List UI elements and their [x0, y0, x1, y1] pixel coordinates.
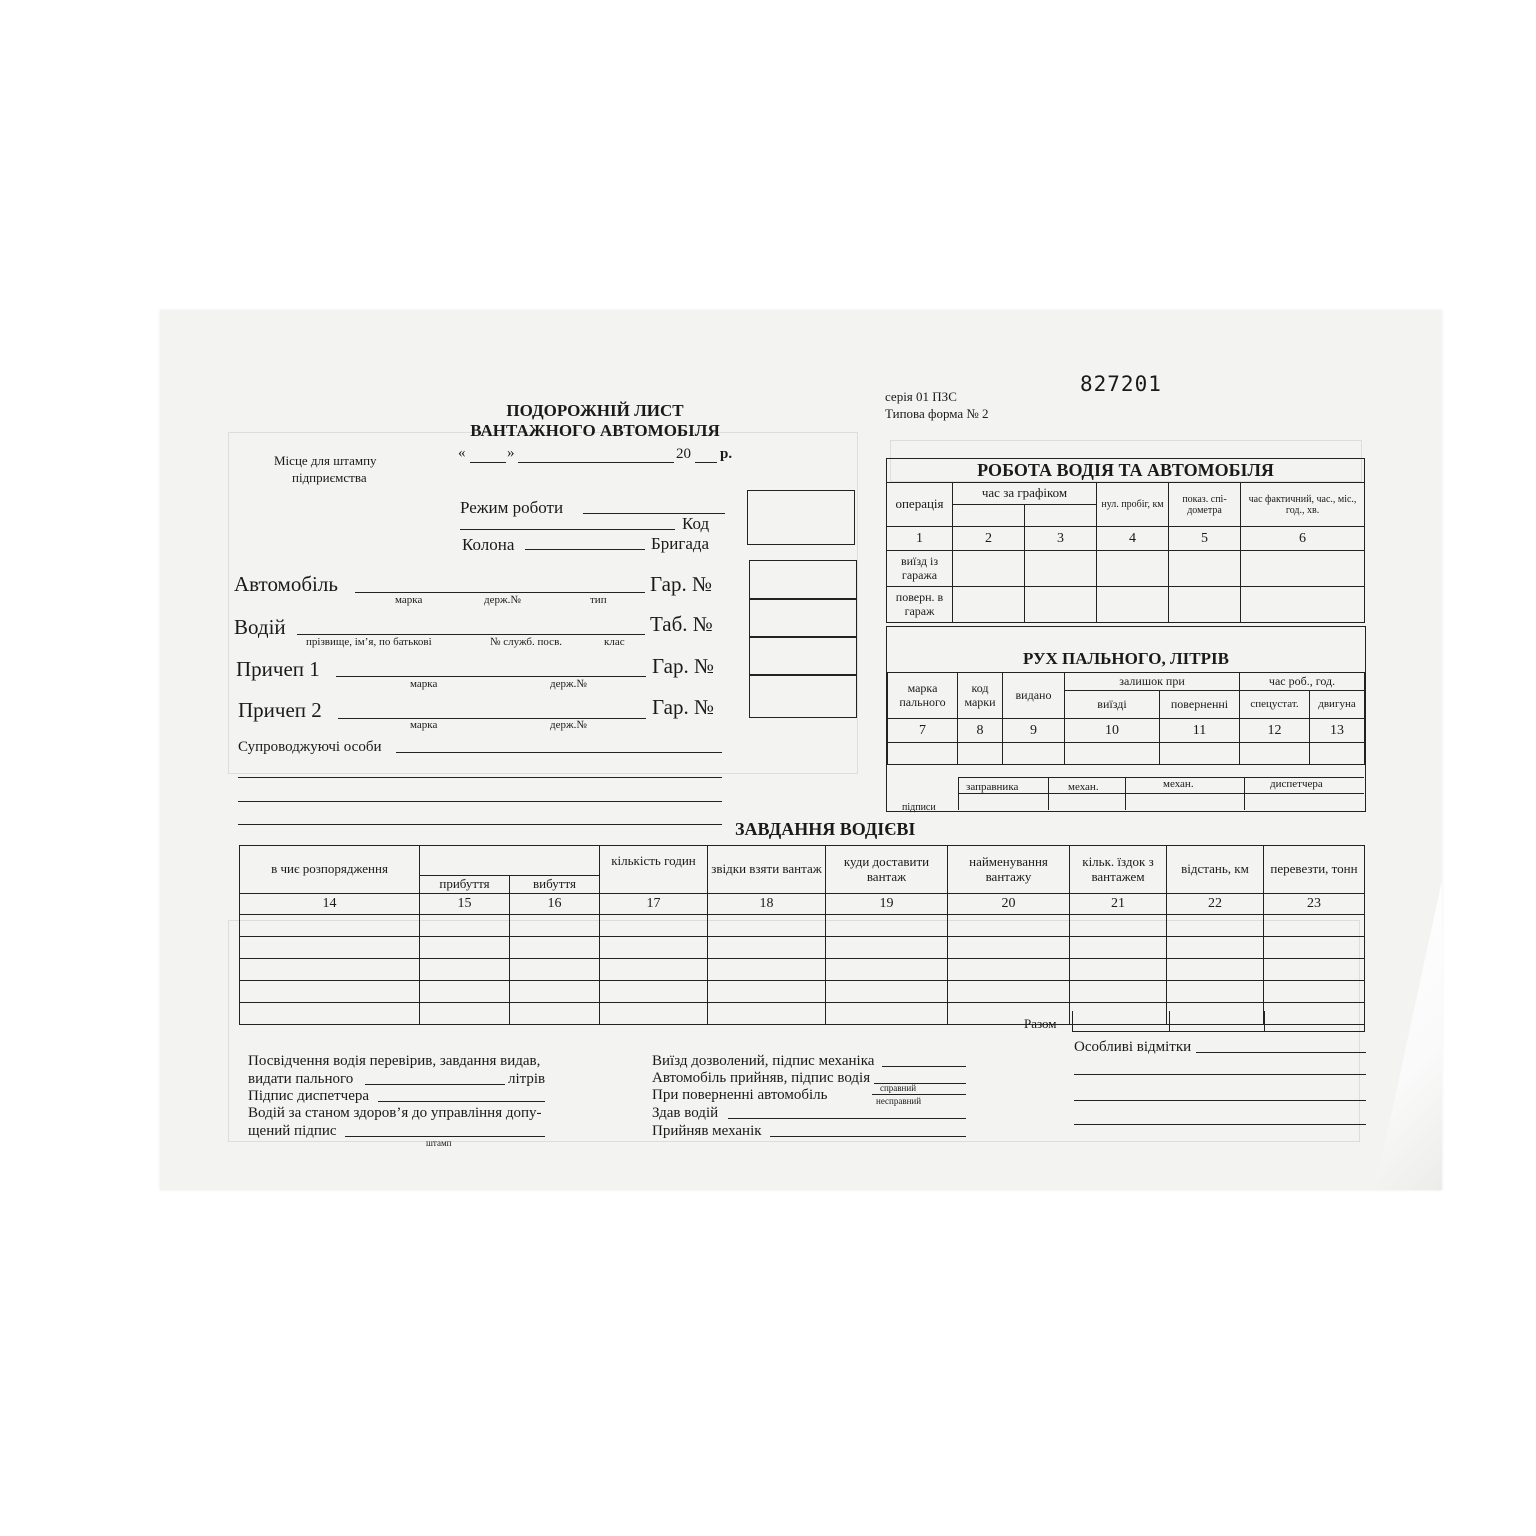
status-faulty-option[interactable]: несправний [876, 1096, 922, 1106]
tab-no-box[interactable] [749, 598, 857, 638]
task-cell[interactable] [240, 915, 420, 937]
task-col-num: 18 [708, 894, 826, 915]
work-col-num: 6 [1241, 527, 1365, 551]
date-year-prefix: 20 [676, 446, 691, 462]
stamp-place-label-2: підприємства [292, 470, 367, 485]
work-col-num: 5 [1169, 527, 1241, 551]
footer-vehicle-accepted: Автомобіль прийняв, підпис водія [652, 1070, 871, 1086]
task-cell[interactable] [420, 915, 510, 937]
stamp-place-label: Місце для штампу [274, 453, 377, 468]
task-col-num: 19 [826, 894, 948, 915]
footer-dispatcher-signature: Підпис диспетчера [248, 1088, 370, 1104]
sig-dispatcher: диспетчера [1270, 778, 1323, 790]
row-leave-garage: виїзд із гаража [887, 551, 953, 587]
driver-task-table [239, 845, 1365, 1025]
work-cell[interactable] [1169, 587, 1241, 623]
trailer2-field[interactable] [338, 718, 646, 719]
trailer1-reg-caption: держ.№ [550, 678, 587, 690]
trailer1-garage-label: Гар. № [652, 654, 714, 678]
schedule-sub-1 [953, 505, 1025, 527]
fuel-col-num: 12 [1240, 719, 1310, 743]
brigade-label: Бригада [651, 534, 710, 553]
escorts-field[interactable] [396, 752, 722, 753]
task-cell[interactable] [510, 959, 600, 981]
sig-divider [1244, 777, 1245, 810]
escorts-line-4[interactable] [238, 824, 722, 825]
fuel-col-num: 7 [888, 719, 958, 743]
form-type: Типова форма № 2 [885, 406, 989, 421]
fuel-cell[interactable] [1065, 743, 1160, 765]
task-cell[interactable] [240, 1003, 420, 1025]
task-cell[interactable] [420, 981, 510, 1003]
task-cell[interactable] [1167, 937, 1264, 959]
col-trips-header: кільк. їздок з вантажем [1070, 846, 1167, 894]
form-title-line2: ВАНТАЖНОГО АВТОМОБІЛЯ [470, 421, 720, 440]
task-cell[interactable] [600, 1003, 708, 1025]
col-from-header: звідки взяти вантаж [708, 846, 826, 894]
work-cell[interactable] [1025, 551, 1097, 587]
task-col-num: 17 [600, 894, 708, 915]
col-speedometer-header: показ. спі-дометра [1169, 483, 1241, 527]
col-fuel-code-header: код марки [958, 673, 1003, 719]
vehicle-field[interactable] [355, 592, 645, 593]
trailer2-label: Причеп 2 [238, 698, 322, 722]
sig-divider [1125, 777, 1126, 810]
work-cell[interactable] [953, 551, 1025, 587]
work-cell[interactable] [1025, 587, 1097, 623]
handed-by-driver-field[interactable] [728, 1118, 966, 1119]
footer-on-return: При поверненні автомобіль [652, 1087, 828, 1103]
date-day-field[interactable] [470, 462, 506, 463]
code-box[interactable] [747, 490, 855, 545]
sig-divider [1048, 777, 1049, 810]
task-cell[interactable] [1264, 959, 1365, 981]
col-schedule-header: час за графіком [953, 483, 1097, 505]
escorts-label: Супроводжуючі особи [238, 739, 382, 755]
serial-number: 827201 [1080, 372, 1162, 396]
fuel-col-num: 13 [1310, 719, 1365, 743]
vehicle-brand-caption: марка [395, 594, 423, 606]
status-ok-option[interactable]: справний [880, 1083, 917, 1093]
trailer1-field[interactable] [336, 676, 646, 677]
sig-refueler: заправника [966, 781, 1019, 793]
task-cell[interactable] [240, 959, 420, 981]
task-col-num: 22 [1167, 894, 1264, 915]
col-to-header: куди доставити вантаж [826, 846, 948, 894]
fuel-cell[interactable] [1310, 743, 1365, 765]
task-row [240, 937, 1365, 959]
task-cell[interactable] [1070, 959, 1167, 981]
task-cell[interactable] [510, 981, 600, 1003]
vehicle-reg-caption: держ.№ [484, 594, 521, 606]
date-year-field[interactable] [695, 462, 717, 463]
trailer2-brand-caption: марка [410, 719, 438, 731]
task-cell[interactable] [948, 937, 1070, 959]
task-cell[interactable] [1070, 981, 1167, 1003]
garage-no-label: Гар. № [650, 572, 712, 596]
col-zero-mileage-header: нул. пробіг, км [1097, 483, 1169, 527]
column-label: Колона [462, 535, 515, 554]
footer-admitted-signature: щений підпис [248, 1123, 337, 1139]
col-cargo-header: найменування вантажу [948, 846, 1070, 894]
task-cell[interactable] [1264, 937, 1365, 959]
task-col-num: 23 [1264, 894, 1365, 915]
task-cell[interactable] [826, 981, 948, 1003]
fuel-cell[interactable] [1160, 743, 1240, 765]
work-cell[interactable] [1169, 551, 1241, 587]
task-col-num: 21 [1070, 894, 1167, 915]
task-col-num: 14 [240, 894, 420, 915]
trailer1-label: Причеп 1 [236, 657, 320, 681]
driver-vehicle-work-table [886, 458, 1365, 623]
tab-no-label: Таб. № [650, 612, 713, 636]
task-cell[interactable] [1070, 937, 1167, 959]
stamp-caption: штамп [426, 1138, 452, 1148]
footer-accepted-mechanic: Прийняв механік [652, 1123, 762, 1139]
fuel-col-num: 10 [1065, 719, 1160, 743]
task-cell[interactable] [600, 981, 708, 1003]
work-cell[interactable] [1241, 587, 1365, 623]
task-cell[interactable] [826, 937, 948, 959]
task-cell[interactable] [1264, 981, 1365, 1003]
task-cell[interactable] [600, 937, 708, 959]
dispatcher-signature-field[interactable] [378, 1101, 545, 1102]
special-marks-line-2[interactable] [1074, 1074, 1366, 1075]
task-cell[interactable] [826, 1003, 948, 1025]
form-title-line1: ПОДОРОЖНІЙ ЛИСТ [506, 401, 684, 420]
task-cell[interactable] [420, 1003, 510, 1025]
task-table-title: ЗАВДАННЯ ВОДІЄВІ [735, 819, 916, 839]
col-fuel-issued-header: видано [1003, 673, 1065, 719]
fuel-col-num: 9 [1003, 719, 1065, 743]
col-distance-header: відстань, км [1167, 846, 1264, 894]
code-label: Код [682, 514, 710, 533]
fuel-cell[interactable] [1003, 743, 1065, 765]
accepted-mechanic-field[interactable] [770, 1136, 966, 1137]
col-work-time-header: час роб., год. [1240, 673, 1365, 691]
footer-issue-fuel: видати пального [248, 1071, 354, 1087]
work-mode-label: Режим роботи [460, 498, 564, 517]
work-cell[interactable] [1097, 551, 1169, 587]
col-transport-header: перевезти, тонн [1264, 846, 1365, 894]
fuel-cell[interactable] [958, 743, 1003, 765]
task-cell[interactable] [826, 915, 948, 937]
special-marks-line-3[interactable] [1074, 1100, 1366, 1101]
col-fuel-brand-header: марка пального [888, 673, 958, 719]
driver-field[interactable] [297, 634, 645, 635]
column-field[interactable] [525, 549, 645, 550]
col-time-group [420, 846, 600, 876]
form-series: серія 01 ПЗС [885, 389, 957, 404]
sig-mechanic-2: механ. [1163, 778, 1194, 790]
work-cell[interactable] [953, 587, 1025, 623]
work-col-num: 4 [1097, 527, 1169, 551]
fuel-col-num: 8 [958, 719, 1003, 743]
task-cell[interactable] [1264, 915, 1365, 937]
work-table-title: РОБОТА ВОДІЯ ТА АВТОМОБІЛЯ [887, 459, 1365, 483]
date-close-quote: » [507, 445, 515, 461]
task-cell[interactable] [708, 1003, 826, 1025]
driver-name-caption: прізвище, ім’я, по батькові [306, 636, 432, 648]
signatures-label: підписи [902, 802, 936, 813]
exit-allowed-field[interactable] [882, 1066, 966, 1067]
task-col-num: 20 [948, 894, 1070, 915]
work-cell[interactable] [1097, 587, 1169, 623]
work-col-num: 3 [1025, 527, 1097, 551]
footer-exit-allowed: Виїзд дозволений, підпис механіка [652, 1053, 875, 1069]
col-special-header: спецустат. [1240, 691, 1310, 719]
special-marks-label: Особливі відмітки [1074, 1039, 1192, 1055]
task-cell[interactable] [708, 937, 826, 959]
task-cell[interactable] [826, 959, 948, 981]
footer-handed-by-driver: Здав водій [652, 1105, 719, 1121]
total-label: Разом [1024, 1016, 1057, 1031]
task-cell[interactable] [420, 959, 510, 981]
footer-driver-health: Водій за станом здоров’я до управління допу- [248, 1105, 542, 1121]
fuel-movement-table [887, 672, 1365, 765]
sig-mechanic-1: механ. [1068, 781, 1099, 793]
col-fuel-return-header: поверненні [1160, 691, 1240, 719]
garage-no-box[interactable] [749, 560, 857, 600]
vehicle-label: Автомобіль [234, 572, 338, 596]
work-col-num: 2 [953, 527, 1025, 551]
task-cell[interactable] [1167, 915, 1264, 937]
driver-class-caption: клас [604, 636, 625, 648]
task-cell[interactable] [708, 959, 826, 981]
task-col-num: 16 [510, 894, 600, 915]
col-departure-header: вибуття [510, 876, 600, 894]
trailer2-garage-box[interactable] [749, 674, 857, 718]
total-trips-cell[interactable] [1072, 1011, 1170, 1032]
trailer2-garage-label: Гар. № [652, 695, 714, 719]
fuel-amount-field[interactable] [365, 1084, 505, 1085]
col-order-header: в чиє розпорядження [240, 846, 420, 894]
special-marks-field[interactable] [1196, 1052, 1366, 1053]
task-row [240, 959, 1365, 981]
code-field-line[interactable] [460, 529, 675, 530]
driver-cert-caption: № служб. посв. [490, 636, 563, 648]
footer-license-checked: Посвідчення водія перевірив, завдання видав, [248, 1053, 541, 1069]
col-fuel-out-header: виїзді [1065, 691, 1160, 719]
fuel-cell[interactable] [1240, 743, 1310, 765]
col-actual-time-header: час фактичний, час., міс., год., хв. [1241, 483, 1365, 527]
special-marks-line-4[interactable] [1074, 1124, 1366, 1125]
task-cell[interactable] [600, 915, 708, 937]
task-cell[interactable] [600, 959, 708, 981]
fuel-cell[interactable] [888, 743, 958, 765]
work-cell[interactable] [1241, 551, 1365, 587]
trailer2-reg-caption: держ.№ [550, 719, 587, 731]
task-cell[interactable] [948, 959, 1070, 981]
col-engine-header: двигуна [1310, 691, 1365, 719]
task-cell[interactable] [510, 937, 600, 959]
col-operation-header: операція [887, 483, 953, 527]
task-col-num: 15 [420, 894, 510, 915]
task-row [240, 981, 1365, 1003]
work-col-num: 1 [887, 527, 953, 551]
trailer1-garage-box[interactable] [749, 636, 857, 676]
fuel-sign-line-2 [958, 793, 1364, 794]
status-divider [872, 1094, 966, 1095]
total-transport-cell[interactable] [1264, 1011, 1365, 1032]
task-cell[interactable] [510, 1003, 600, 1025]
task-cell[interactable] [1167, 981, 1264, 1003]
driver-label: Водій [234, 615, 286, 639]
task-cell[interactable] [708, 981, 826, 1003]
task-cell[interactable] [240, 937, 420, 959]
escorts-line-2[interactable] [238, 777, 722, 778]
col-fuel-remain-header: залишок при [1065, 673, 1240, 691]
task-cell[interactable] [420, 937, 510, 959]
date-month-field[interactable] [518, 462, 674, 463]
task-cell[interactable] [948, 915, 1070, 937]
schedule-sub-2 [1025, 505, 1097, 527]
fuel-table-title: РУХ ПАЛЬНОГО, ЛІТРІВ [1023, 649, 1229, 668]
fuel-col-num: 11 [1160, 719, 1240, 743]
vehicle-type-caption: тип [590, 594, 607, 606]
task-cell[interactable] [510, 915, 600, 937]
task-cell[interactable] [1070, 915, 1167, 937]
row-return-garage: поверн. в гараж [887, 587, 953, 623]
col-hours-header: кількість годин [600, 846, 708, 894]
total-distance-cell[interactable] [1168, 1011, 1265, 1032]
task-cell[interactable] [708, 915, 826, 937]
col-arrival-header: прибуття [420, 876, 510, 894]
date-open-quote: « [458, 445, 466, 461]
task-cell[interactable] [948, 981, 1070, 1003]
admitted-signature-field[interactable] [345, 1136, 545, 1137]
fuel-amount-unit: літрів [508, 1071, 546, 1087]
task-cell[interactable] [1167, 959, 1264, 981]
task-row [240, 915, 1365, 937]
date-year-suffix: р. [720, 446, 733, 462]
task-cell[interactable] [240, 981, 420, 1003]
sig-divider [958, 777, 959, 810]
escorts-line-3[interactable] [238, 801, 722, 802]
trailer1-brand-caption: марка [410, 678, 438, 690]
